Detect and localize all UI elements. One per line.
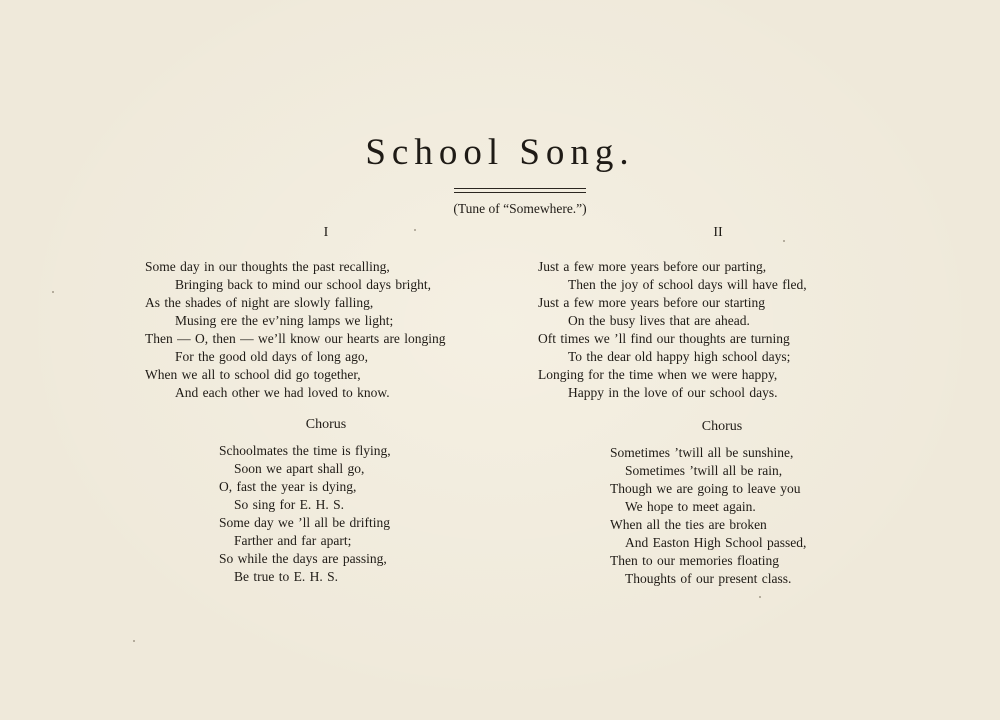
- verse-1-numeral: I: [323, 225, 329, 240]
- tune-caption: (Tune of “Somewhere.”): [453, 201, 587, 216]
- verse-line: For the good old days of long ago,: [175, 349, 368, 364]
- verse-line: Happy in the love of our school days.: [568, 385, 778, 400]
- verse-line: When we all to school did go together,: [145, 367, 361, 382]
- chorus-line: Then to our memories floating: [610, 553, 779, 568]
- verse-line: On the busy lives that are ahead.: [568, 313, 750, 328]
- chorus-2-heading: Chorus: [701, 419, 743, 434]
- chorus-line: O, fast the year is dying,: [219, 479, 357, 494]
- chorus-line: When all the ties are broken: [610, 517, 767, 532]
- chorus-line: Thoughts of our present class.: [625, 571, 792, 586]
- paper-speck: [52, 291, 54, 293]
- verse-2-numeral: II: [713, 225, 723, 240]
- verse-line: Musing ere the ev’ning lamps we light;: [175, 313, 394, 328]
- chorus-line: Though we are going to leave you: [610, 481, 801, 496]
- title-double-rule: [454, 188, 586, 193]
- chorus-line: Sometimes ’twill all be rain,: [625, 463, 783, 478]
- paper-speck: [783, 240, 785, 242]
- verse-line: Just a few more years before our parting,: [538, 259, 767, 274]
- chorus-2: [610, 444, 806, 588]
- chorus-line: We hope to meet again.: [625, 499, 756, 514]
- verse-line: And each other we had loved to know.: [175, 385, 390, 400]
- verse-1: [145, 258, 446, 402]
- paper-speck: [414, 229, 416, 231]
- chorus-line: Soon we apart shall go,: [234, 461, 365, 476]
- chorus-line: Schoolmates the time is flying,: [219, 443, 391, 458]
- verse-line: Bringing back to mind our school days bright,: [175, 277, 431, 292]
- verse-line: As the shades of night are slowly falling,: [145, 295, 374, 310]
- chorus-1-heading: Chorus: [305, 417, 347, 432]
- paper-speck: [759, 596, 761, 598]
- chorus-line: So while the days are passing,: [219, 551, 387, 566]
- chorus-line: Some day we ’ll all be drifting: [219, 515, 390, 530]
- verse-line: Then — O, then — we’ll know our hearts are longing: [145, 331, 446, 346]
- chorus-line: So sing for E. H. S.: [234, 497, 345, 512]
- verse-line: Then the joy of school days will have fled,: [568, 277, 807, 292]
- verse-line: Oft times we ’ll find our thoughts are turning: [538, 331, 790, 346]
- verse-line: Longing for the time when we were happy,: [538, 367, 778, 382]
- verse-line: Just a few more years before our starting: [538, 295, 766, 310]
- page-title: School Song.: [365, 132, 635, 173]
- chorus-line: Be true to E. H. S.: [234, 569, 338, 584]
- chorus-line: Sometimes ’twill all be sunshine,: [610, 445, 794, 460]
- verse-line: To the dear old happy high school days;: [568, 349, 791, 364]
- verse-2: [538, 258, 807, 402]
- chorus-line: And Easton High School passed,: [625, 535, 807, 550]
- chorus-line: Farther and far apart;: [234, 533, 352, 548]
- verse-line: Some day in our thoughts the past recalling,: [145, 259, 390, 274]
- chorus-1: [219, 442, 391, 586]
- paper-speck: [133, 640, 135, 642]
